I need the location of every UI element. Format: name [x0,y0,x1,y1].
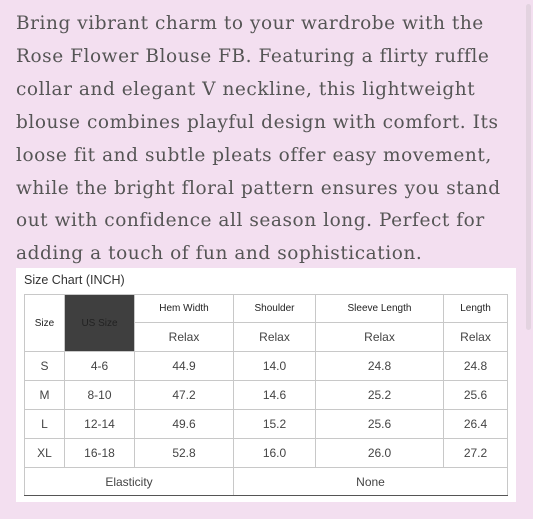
fit-cell: Relax [234,323,316,352]
table-row [25,381,508,410]
size-chart [16,268,516,502]
table-row [25,439,508,468]
elasticity-label: Elasticity [25,468,234,496]
value-cell: 26.0 [316,439,444,468]
size-cell: S [25,352,65,381]
fit-cell: Relax [135,323,234,352]
length-header: Length [444,295,508,323]
sleeve-length-header: Sleeve Length [316,295,444,323]
value-cell: 14.0 [234,352,316,381]
value-cell: 25.6 [444,381,508,410]
product-description: Bring vibrant charm to your wardrobe with the Rose Flower Blouse FB. Featuring a flirty ruffle collar and elegant V neckline, this lightweight blouse combines playful design with comfort. Its loose fit and subtle pleats offer easy movement, while the bright floral pattern ensures you stand out with confidence all season long. Perfect for adding a touch of fun and sophistication. [16,13,501,265]
value-cell: 24.8 [316,352,444,381]
us-size-cell: 4-6 [65,352,135,381]
table-row [25,352,508,381]
elasticity-value: None [234,468,508,496]
us-size-header: US Size [65,295,135,352]
value-cell: 52.8 [135,439,234,468]
elasticity-row [25,468,508,496]
size-cell: M [25,381,65,410]
value-cell: 47.2 [135,381,234,410]
fit-cell: Relax [316,323,444,352]
value-cell: 14.6 [234,381,316,410]
us-size-cell: 8-10 [65,381,135,410]
size-chart-title: Size Chart (INCH) [24,273,125,287]
value-cell: 44.9 [135,352,234,381]
size-cell: L [25,410,65,439]
table-header-row [25,295,508,323]
value-cell: 25.2 [316,381,444,410]
us-size-cell: 12-14 [65,410,135,439]
value-cell: 27.2 [444,439,508,468]
table-row [25,410,508,439]
value-cell: 49.6 [135,410,234,439]
size-cell: XL [25,439,65,468]
value-cell: 24.8 [444,352,508,381]
value-cell: 16.0 [234,439,316,468]
value-cell: 25.6 [316,410,444,439]
us-size-cell: 16-18 [65,439,135,468]
shoulder-header: Shoulder [234,295,316,323]
fit-cell: Relax [444,323,508,352]
size-header: Size [25,295,65,352]
value-cell: 15.2 [234,410,316,439]
size-table [24,294,508,496]
scrollbar[interactable] [526,4,531,330]
hem-width-header: Hem Width [135,295,234,323]
value-cell: 26.4 [444,410,508,439]
